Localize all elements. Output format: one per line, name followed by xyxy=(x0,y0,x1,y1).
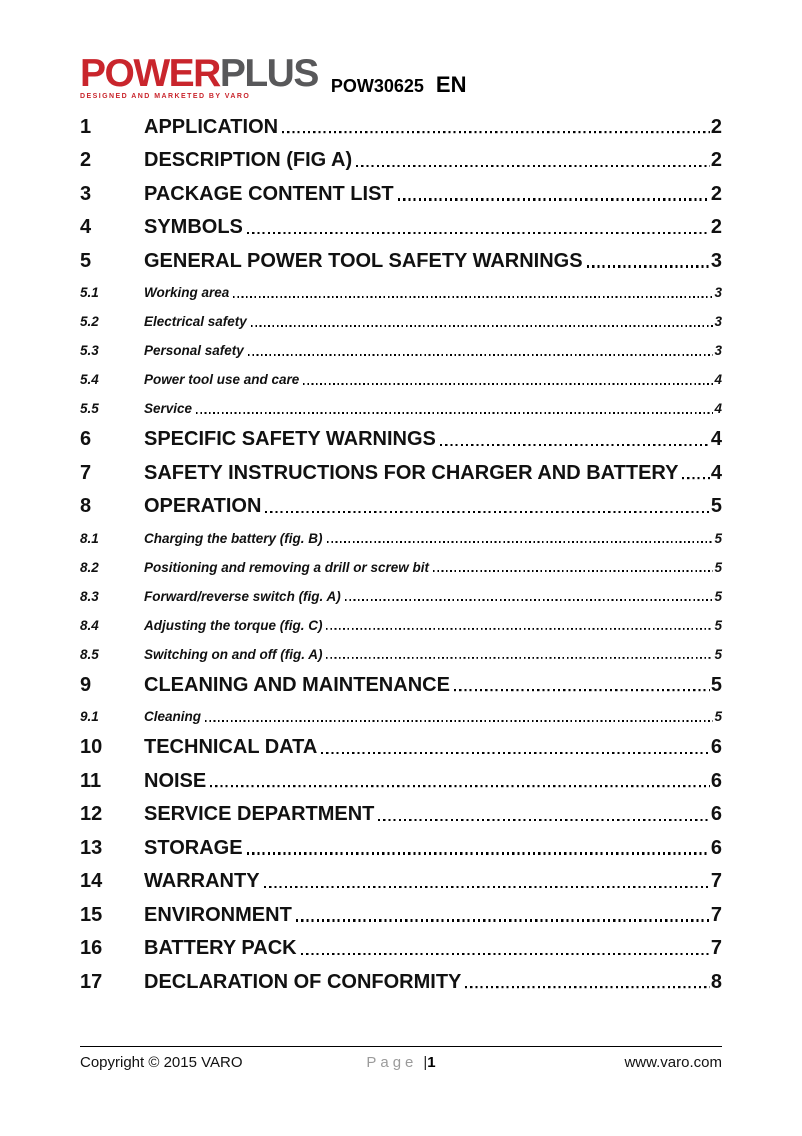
toc-entry xyxy=(80,416,722,450)
toc-entry-title: OPERATION xyxy=(144,495,262,517)
dot-leader xyxy=(296,919,710,921)
powerplus-logo xyxy=(80,52,318,100)
toc-entry-number: 10 xyxy=(80,736,103,758)
toc-entry-title: Power tool use and care xyxy=(144,372,300,387)
toc-entry-number: 2 xyxy=(80,149,92,171)
page-word: Page xyxy=(366,1054,418,1071)
toc-entry-page: 5 xyxy=(710,673,722,696)
dot-leader xyxy=(264,886,710,888)
dot-leader xyxy=(440,444,710,446)
logo-word-power: POWER xyxy=(80,52,220,95)
toc-entry-title: Working area xyxy=(144,285,230,300)
dot-leader xyxy=(356,165,710,167)
toc-entry-title: NOISE xyxy=(144,769,207,792)
dot-leader xyxy=(682,477,709,479)
toc-entry-number: 9 xyxy=(80,673,92,696)
toc-entry-number: 3 xyxy=(80,182,92,205)
dot-leader xyxy=(465,986,709,988)
toc-entry-page: 6 xyxy=(710,769,722,792)
dot-leader xyxy=(196,412,713,414)
toc-entry-page: 2 xyxy=(710,182,722,205)
toc-entry-page: 5 xyxy=(714,530,722,546)
toc-entry xyxy=(80,891,722,925)
toc-entry-number: 15 xyxy=(80,903,103,926)
dot-leader xyxy=(321,752,710,754)
toc-entry xyxy=(80,603,722,632)
dot-leader xyxy=(265,511,709,513)
toc-entry-number: 5.2 xyxy=(80,314,99,329)
website-text: www.varo.com xyxy=(624,1054,722,1071)
dot-leader xyxy=(248,354,714,356)
dot-leader xyxy=(251,325,714,327)
toc-entry xyxy=(80,545,722,574)
toc-entry xyxy=(80,358,722,387)
dot-leader xyxy=(433,570,713,572)
toc-entry-page: 4 xyxy=(714,372,722,387)
toc-entry xyxy=(80,137,722,171)
toc-entry-number: 17 xyxy=(80,970,103,993)
toc-entry-page: 5 xyxy=(714,588,722,604)
toc-entry xyxy=(80,632,722,661)
toc-entry xyxy=(80,661,722,695)
language-code: EN xyxy=(435,71,467,97)
toc-entry-number: 14 xyxy=(80,870,103,892)
toc-entry xyxy=(80,695,722,724)
toc-entry-page: 5 xyxy=(710,495,722,517)
toc-entry-page: 6 xyxy=(710,803,722,825)
toc-entry-page: 6 xyxy=(710,836,722,859)
toc-entry-title: GENERAL POWER TOOL SAFETY WARNINGS xyxy=(144,249,583,272)
dot-leader xyxy=(378,819,709,821)
dot-leader xyxy=(326,628,713,630)
toc-entry-title: Switching on and off (fig. A) xyxy=(144,646,323,662)
toc-entry-title: Electrical safety xyxy=(144,314,247,329)
model-number: POW30625 xyxy=(330,75,424,96)
toc-entry-title: Service xyxy=(144,401,193,416)
toc-entry xyxy=(80,574,722,603)
dot-leader xyxy=(587,265,710,267)
toc-entry-page: 4 xyxy=(710,428,722,450)
toc-entry-number: 16 xyxy=(80,937,103,959)
toc-entry-number: 6 xyxy=(80,428,92,450)
copyright-text: Copyright © 2015 VARO xyxy=(80,1054,243,1071)
dot-leader xyxy=(345,599,714,601)
toc-entry xyxy=(80,271,722,300)
toc-entry-page: 3 xyxy=(714,314,722,329)
toc-entry-title: Positioning and removing a drill or screw bit xyxy=(144,559,430,575)
toc-entry-page: 2 xyxy=(710,115,722,138)
toc-entry-title: Personal safety xyxy=(144,343,244,358)
dot-leader xyxy=(247,852,710,854)
toc-entry xyxy=(80,170,722,204)
page-header xyxy=(80,52,467,100)
toc-entry-number: 12 xyxy=(80,803,103,825)
toc-entry-page: 3 xyxy=(714,343,722,358)
toc-entry-title: SERVICE DEPARTMENT xyxy=(144,803,375,825)
logo-word-plus: PLUS xyxy=(219,52,318,95)
dot-leader xyxy=(303,383,713,385)
dot-leader xyxy=(282,131,710,133)
toc-entry-page: 5 xyxy=(714,559,722,575)
toc-entry-number: 11 xyxy=(80,769,102,792)
toc-entry-page: 6 xyxy=(710,736,722,758)
dot-leader xyxy=(210,785,710,787)
model-block xyxy=(331,72,467,98)
toc-entry xyxy=(80,387,722,416)
toc-entry xyxy=(80,757,722,791)
toc-entry-title: CLEANING AND MAINTENANCE xyxy=(144,673,450,696)
toc-entry-page: 2 xyxy=(710,216,722,238)
dot-leader xyxy=(233,296,713,298)
toc-entry xyxy=(80,204,722,238)
dot-leader xyxy=(247,232,710,234)
toc-entry-page: 5 xyxy=(714,709,722,724)
toc-entry xyxy=(80,103,722,137)
toc-entry-page: 7 xyxy=(710,937,722,959)
toc-entry-title: ENVIRONMENT xyxy=(144,903,292,926)
page-separator: | xyxy=(423,1054,428,1071)
toc-entry-page: 3 xyxy=(714,285,722,300)
toc-entry-page: 8 xyxy=(710,970,722,993)
dot-leader xyxy=(327,541,714,543)
toc-entry-number: 1 xyxy=(80,115,92,138)
toc-entry-number: 8.4 xyxy=(80,617,99,633)
toc-entry xyxy=(80,483,722,517)
dot-leader xyxy=(398,198,710,200)
toc-entry-page: 7 xyxy=(710,903,722,926)
page-indicator xyxy=(294,1054,508,1071)
toc-entry-title: Cleaning xyxy=(144,709,202,724)
toc-entry-number: 5.1 xyxy=(80,285,99,300)
toc-entry-title: DESCRIPTION (FIG A) xyxy=(144,149,353,171)
toc-entry-number: 8.5 xyxy=(80,646,99,662)
dot-leader xyxy=(301,953,710,955)
toc-entry xyxy=(80,858,722,892)
toc-entry-page: 2 xyxy=(710,149,722,171)
toc-entry-title: SYMBOLS xyxy=(144,216,243,238)
toc-entry-page: 5 xyxy=(714,646,722,662)
toc-entry xyxy=(80,791,722,825)
toc-entry-number: 5.5 xyxy=(80,401,99,416)
toc-entry-title: SPECIFIC SAFETY WARNINGS xyxy=(144,428,436,450)
dot-leader xyxy=(205,720,713,722)
toc-entry-title: WARRANTY xyxy=(144,870,260,892)
toc-entry-title: DECLARATION OF CONFORMITY xyxy=(144,970,462,993)
toc-entry-title: PACKAGE CONTENT LIST xyxy=(144,182,394,205)
toc-entry-number: 8.2 xyxy=(80,559,99,575)
toc-entry xyxy=(80,925,722,959)
toc-entry xyxy=(80,237,722,271)
toc-entry xyxy=(80,724,722,758)
page-number: 1 xyxy=(427,1054,436,1071)
toc-entry-number: 8.1 xyxy=(80,530,99,546)
toc-entry-number: 8.3 xyxy=(80,588,99,604)
toc-entry-title: BATTERY PACK xyxy=(144,937,297,959)
toc-entry-page: 7 xyxy=(710,870,722,892)
toc-entry xyxy=(80,824,722,858)
toc-entry-number: 5.3 xyxy=(80,343,99,358)
toc-entry xyxy=(80,958,722,992)
toc-entry-title: STORAGE xyxy=(144,836,243,859)
toc-entry-title: APPLICATION xyxy=(144,115,279,138)
dot-leader xyxy=(326,657,713,659)
toc-entry-number: 5.4 xyxy=(80,372,99,387)
toc-entry-page: 3 xyxy=(710,249,722,272)
toc-entry-number: 9.1 xyxy=(80,709,99,724)
toc-entry-title: Forward/reverse switch (fig. A) xyxy=(144,588,341,604)
toc-entry-page: 4 xyxy=(714,401,722,416)
dot-leader xyxy=(454,689,710,691)
logo-tagline: DESIGNED AND MARKETED BY VARO xyxy=(80,92,251,100)
toc-entry-page: 4 xyxy=(710,461,722,484)
logo-wordmark xyxy=(80,52,318,95)
toc-entry-number: 8 xyxy=(80,495,92,517)
table-of-contents xyxy=(80,103,722,992)
toc-entry-title: Charging the battery (fig. B) xyxy=(144,530,323,546)
toc-entry-number: 7 xyxy=(80,461,92,484)
toc-entry-page: 5 xyxy=(714,617,722,633)
toc-entry-title: Adjusting the torque (fig. C) xyxy=(144,617,323,633)
toc-entry-number: 13 xyxy=(80,836,103,859)
toc-entry-title: TECHNICAL DATA xyxy=(144,736,318,758)
toc-entry xyxy=(80,449,722,483)
toc-entry-number: 5 xyxy=(80,249,92,272)
toc-entry xyxy=(80,329,722,358)
toc-entry xyxy=(80,300,722,329)
toc-entry xyxy=(80,516,722,545)
page-footer xyxy=(80,1046,722,1071)
toc-entry-number: 4 xyxy=(80,216,92,238)
toc-entry-title: SAFETY INSTRUCTIONS FOR CHARGER AND BATTERY xyxy=(144,461,679,484)
